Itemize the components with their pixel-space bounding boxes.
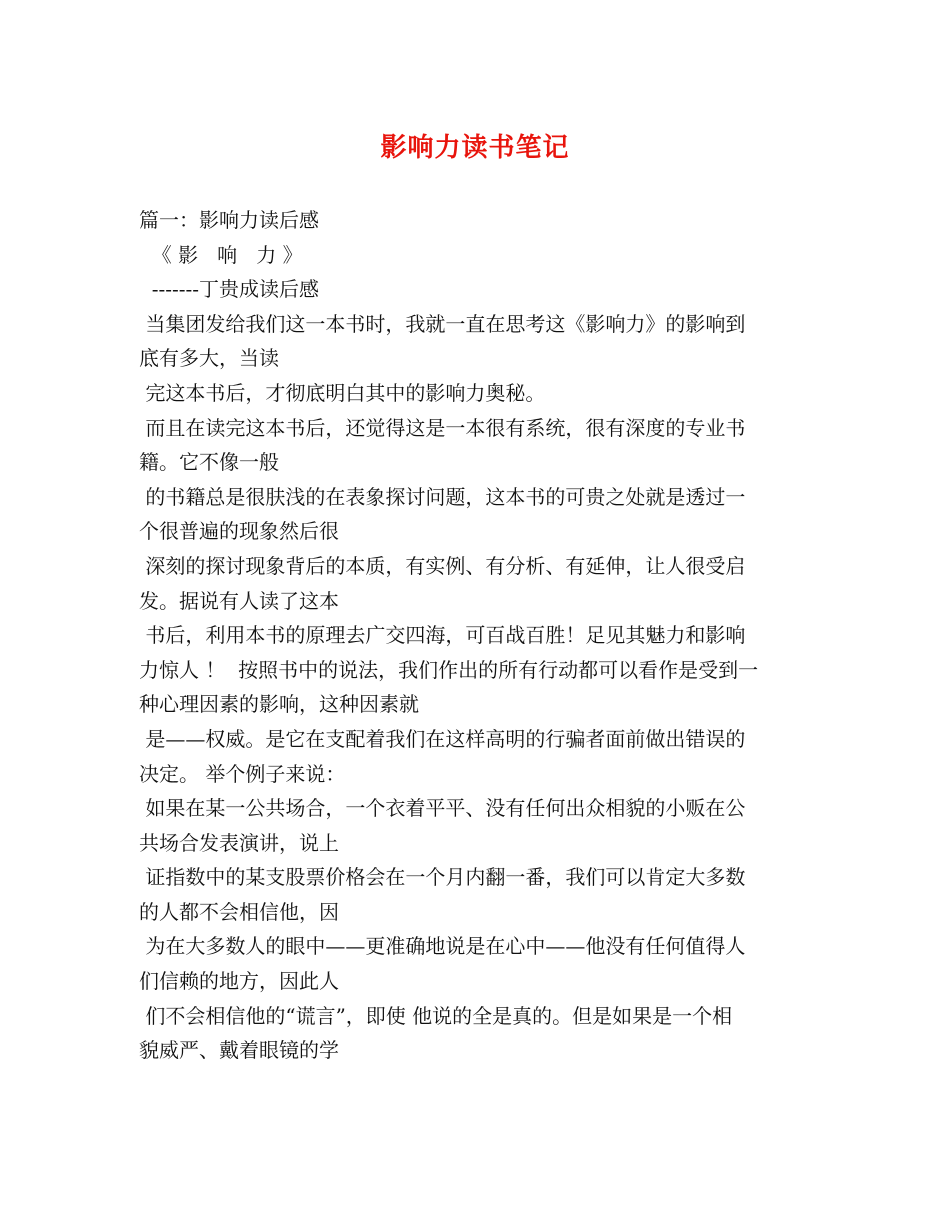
text-line: 证指数中的某支股票价格会在一个月内翻一番，我们可以肯定大多数 bbox=[139, 865, 746, 890]
text-line: 当集团发给我们这一本书时，我就一直在思考这《影响力》的影响到 bbox=[139, 311, 746, 336]
text-line: 书后，利用本书的原理去广交四海，可百战百胜！足见其魅力和影响 bbox=[139, 623, 746, 648]
text-line: 《 影 响 力 》 bbox=[139, 242, 303, 267]
text-line: 力惊人 ！ 按照书中的说法，我们作出的所有行动都可以看作是受到一 bbox=[139, 657, 759, 682]
text-line: 篇一：影响力读后感 bbox=[139, 208, 319, 232]
text-line: 籍。它不像一般 bbox=[139, 450, 279, 475]
text-line: 个很普遍的现象然后很 bbox=[139, 519, 339, 544]
text-line: 共场合发表演讲，说上 bbox=[139, 830, 339, 855]
text-line: 完这本书后，才彻底明白其中的影响力奥秘。 bbox=[139, 380, 546, 405]
text-line: -------丁贵成读后感 bbox=[139, 277, 320, 302]
text-line: 的书籍总是很肤浅的在表象探讨问题，这本书的可贵之处就是透过一 bbox=[139, 484, 746, 509]
text-line: 种心理因素的影响，这种因素就 bbox=[139, 692, 419, 717]
text-line: 是——权威。是它在支配着我们在这样高明的行骗者面前做出错误的 bbox=[139, 726, 746, 751]
text-line: 们信赖的地方，因此人 bbox=[139, 969, 339, 994]
text-line: 如果在某一公共场合，一个衣着平平、没有任何出众相貌的小贩在公 bbox=[139, 796, 746, 821]
text-line: 决定。 举个例子来说： bbox=[139, 761, 346, 786]
text-line: 貌威严、戴着眼镜的学 bbox=[139, 1038, 339, 1063]
text-line: 底有多大，当读 bbox=[139, 346, 279, 371]
text-line: 发。据说有人读了这本 bbox=[139, 588, 339, 613]
text-line: 为在大多数人的眼中——更准确地说是在心中——他没有任何值得人 bbox=[139, 934, 746, 959]
document-title: 影响力读书笔记 bbox=[380, 133, 570, 163]
document-body bbox=[139, 203, 819, 1068]
text-line: 而且在读完这本书后，还觉得这是一本很有系统，很有深度的专业书 bbox=[139, 415, 746, 440]
text-line: 们不会相信他的“谎言”，即使 他说的全是真的。但是如果是一个相 bbox=[139, 1003, 733, 1028]
text-line: 的人都不会相信他，因 bbox=[139, 899, 339, 924]
text-line: 深刻的探讨现象背后的本质，有实例、有分析、有延伸，让人很受启 bbox=[139, 553, 746, 578]
